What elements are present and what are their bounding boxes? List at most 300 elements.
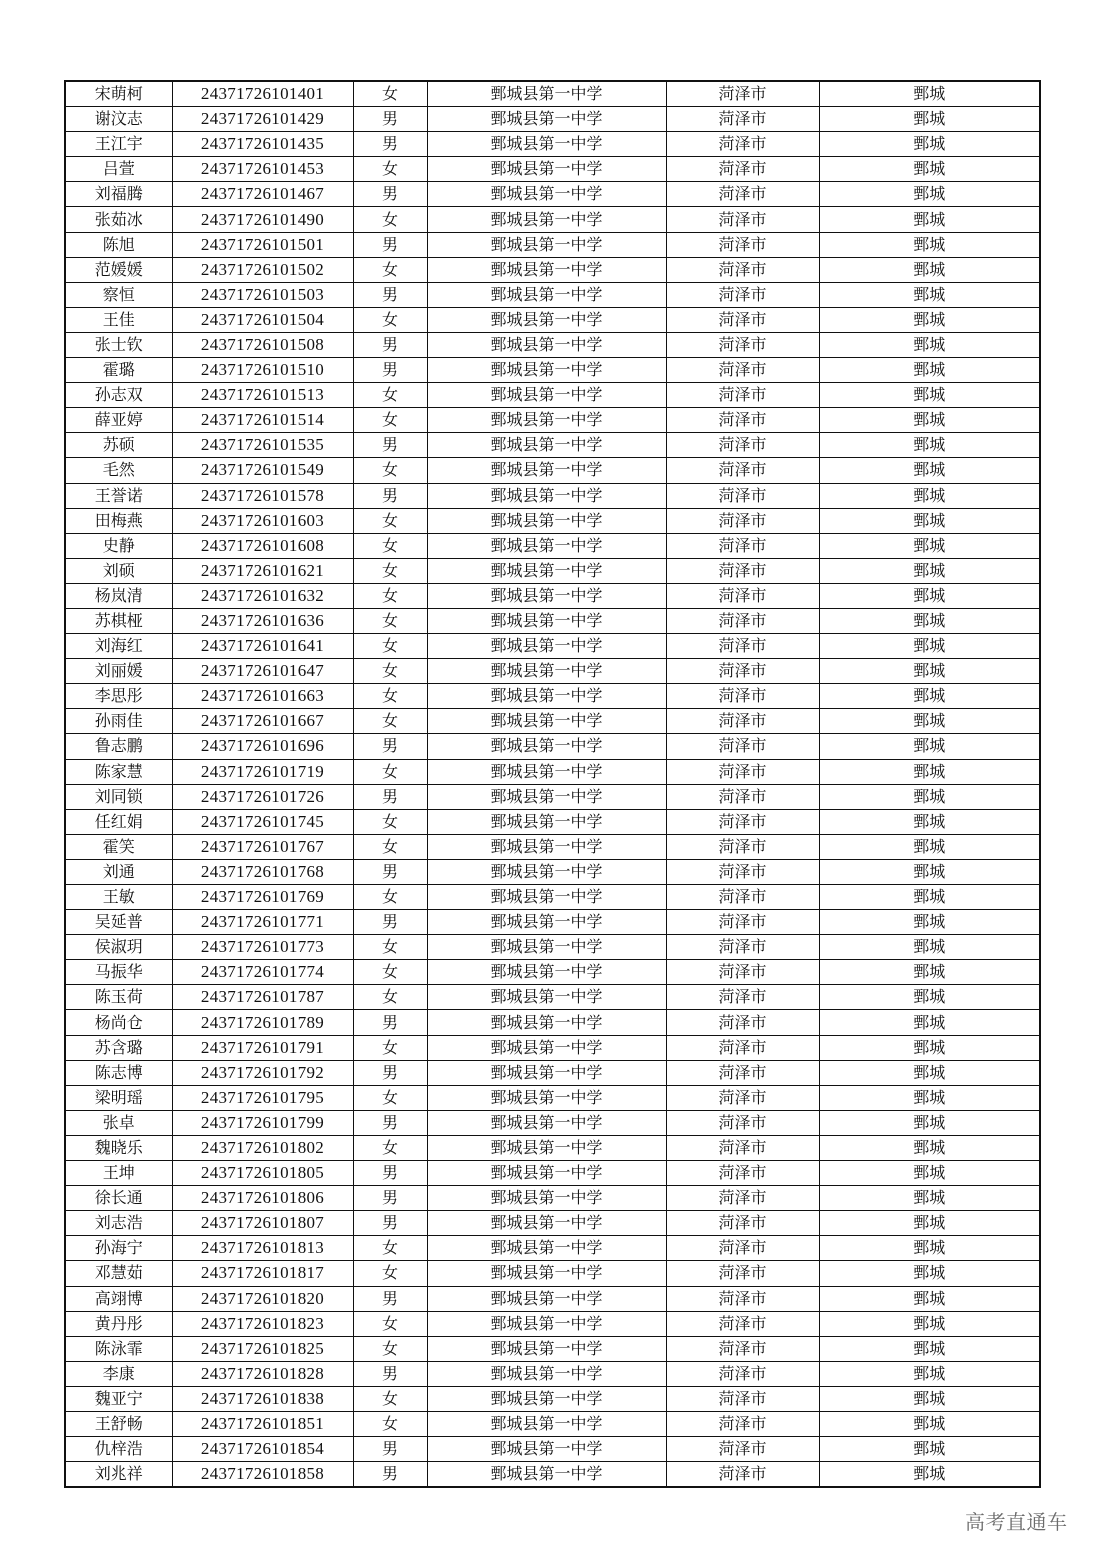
exam-id-cell: 24371726101825 [172,1336,353,1361]
school-cell: 鄄城县第一中学 [427,1135,666,1160]
exam-id-cell: 24371726101504 [172,307,353,332]
table-row [65,1135,1040,1160]
county-cell: 鄄城 [819,1211,1040,1236]
table-row [65,1286,1040,1311]
exam-id-cell: 24371726101467 [172,182,353,207]
gender-cell: 女 [353,709,427,734]
student-name-cell: 黄丹彤 [65,1311,172,1336]
school-cell: 鄄城县第一中学 [427,734,666,759]
city-cell: 菏泽市 [666,583,819,608]
county-cell: 鄄城 [819,935,1040,960]
student-name-cell: 刘兆祥 [65,1462,172,1488]
table-row [65,985,1040,1010]
city-cell: 菏泽市 [666,1010,819,1035]
table-row [65,1411,1040,1436]
county-cell: 鄄城 [819,960,1040,985]
gender-cell: 女 [353,81,427,107]
exam-id-cell: 24371726101513 [172,383,353,408]
city-cell: 菏泽市 [666,1060,819,1085]
city-cell: 菏泽市 [666,1161,819,1186]
exam-id-cell: 24371726101771 [172,910,353,935]
school-cell: 鄄城县第一中学 [427,784,666,809]
roster-table-body [65,81,1040,1487]
county-cell: 鄄城 [819,985,1040,1010]
exam-id-cell: 24371726101508 [172,332,353,357]
city-cell: 菏泽市 [666,1110,819,1135]
student-name-cell: 史静 [65,533,172,558]
exam-id-cell: 24371726101817 [172,1261,353,1286]
exam-id-cell: 24371726101603 [172,508,353,533]
exam-id-cell: 24371726101621 [172,558,353,583]
table-row [65,1035,1040,1060]
city-cell: 菏泽市 [666,157,819,182]
table-row [65,1311,1040,1336]
city-cell: 菏泽市 [666,533,819,558]
table-row [65,232,1040,257]
table-row [65,132,1040,157]
school-cell: 鄄城县第一中学 [427,107,666,132]
exam-id-cell: 24371726101401 [172,81,353,107]
city-cell: 菏泽市 [666,257,819,282]
county-cell: 鄄城 [819,182,1040,207]
table-row [65,1361,1040,1386]
city-cell: 菏泽市 [666,1211,819,1236]
county-cell: 鄄城 [819,132,1040,157]
city-cell: 菏泽市 [666,659,819,684]
gender-cell: 女 [353,1261,427,1286]
gender-cell: 女 [353,1236,427,1261]
gender-cell: 女 [353,533,427,558]
city-cell: 菏泽市 [666,1462,819,1488]
city-cell: 菏泽市 [666,608,819,633]
school-cell: 鄄城县第一中学 [427,1462,666,1488]
school-cell: 鄄城县第一中学 [427,1361,666,1386]
county-cell: 鄄城 [819,1437,1040,1462]
gender-cell: 男 [353,232,427,257]
table-row [65,408,1040,433]
gender-cell: 男 [353,282,427,307]
city-cell: 菏泽市 [666,784,819,809]
student-name-cell: 杨岚清 [65,583,172,608]
exam-id-cell: 24371726101799 [172,1110,353,1135]
county-cell: 鄄城 [819,684,1040,709]
gender-cell: 女 [353,935,427,960]
school-cell: 鄄城县第一中学 [427,1286,666,1311]
table-row [65,759,1040,784]
gender-cell: 女 [353,634,427,659]
student-name-cell: 王坤 [65,1161,172,1186]
exam-id-cell: 24371726101854 [172,1437,353,1462]
student-name-cell: 霍笑 [65,834,172,859]
table-row [65,859,1040,884]
county-cell: 鄄城 [819,1361,1040,1386]
school-cell: 鄄城县第一中学 [427,583,666,608]
table-row [65,332,1040,357]
county-cell: 鄄城 [819,1161,1040,1186]
exam-id-cell: 24371726101578 [172,483,353,508]
city-cell: 菏泽市 [666,508,819,533]
gender-cell: 男 [353,1186,427,1211]
student-name-cell: 陈旭 [65,232,172,257]
gender-cell: 女 [353,1311,427,1336]
school-cell: 鄄城县第一中学 [427,935,666,960]
city-cell: 菏泽市 [666,1085,819,1110]
student-name-cell: 王舒畅 [65,1411,172,1436]
exam-id-cell: 24371726101453 [172,157,353,182]
county-cell: 鄄城 [819,784,1040,809]
school-cell: 鄄城县第一中学 [427,408,666,433]
exam-id-cell: 24371726101435 [172,132,353,157]
school-cell: 鄄城县第一中学 [427,1411,666,1436]
school-cell: 鄄城县第一中学 [427,910,666,935]
city-cell: 菏泽市 [666,859,819,884]
gender-cell: 女 [353,508,427,533]
exam-id-cell: 24371726101769 [172,885,353,910]
table-row [65,558,1040,583]
gender-cell: 女 [353,558,427,583]
school-cell: 鄄城县第一中学 [427,1311,666,1336]
school-cell: 鄄城县第一中学 [427,558,666,583]
city-cell: 菏泽市 [666,709,819,734]
city-cell: 菏泽市 [666,985,819,1010]
city-cell: 菏泽市 [666,1135,819,1160]
exam-id-cell: 24371726101667 [172,709,353,734]
county-cell: 鄄城 [819,358,1040,383]
exam-id-cell: 24371726101805 [172,1161,353,1186]
student-name-cell: 刘福腾 [65,182,172,207]
school-cell: 鄄城县第一中学 [427,383,666,408]
table-row [65,1336,1040,1361]
gender-cell: 女 [353,257,427,282]
school-cell: 鄄城县第一中学 [427,157,666,182]
student-name-cell: 魏晓乐 [65,1135,172,1160]
exam-id-cell: 24371726101641 [172,634,353,659]
student-name-cell: 孙志双 [65,383,172,408]
exam-id-cell: 24371726101503 [172,282,353,307]
city-cell: 菏泽市 [666,910,819,935]
table-row [65,935,1040,960]
gender-cell: 男 [353,1462,427,1488]
school-cell: 鄄城县第一中学 [427,960,666,985]
city-cell: 菏泽市 [666,885,819,910]
school-cell: 鄄城县第一中学 [427,207,666,232]
gender-cell: 女 [353,1135,427,1160]
gender-cell: 女 [353,207,427,232]
student-name-cell: 刘志浩 [65,1211,172,1236]
exam-id-cell: 24371726101502 [172,257,353,282]
gender-cell: 女 [353,960,427,985]
exam-id-cell: 24371726101608 [172,533,353,558]
school-cell: 鄄城县第一中学 [427,508,666,533]
student-name-cell: 察恒 [65,282,172,307]
table-row [65,1010,1040,1035]
student-name-cell: 陈志博 [65,1060,172,1085]
school-cell: 鄄城县第一中学 [427,132,666,157]
school-cell: 鄄城县第一中学 [427,1336,666,1361]
table-row [65,1462,1040,1488]
exam-id-cell: 24371726101726 [172,784,353,809]
county-cell: 鄄城 [819,558,1040,583]
exam-id-cell: 24371726101823 [172,1311,353,1336]
gender-cell: 女 [353,583,427,608]
gender-cell: 女 [353,659,427,684]
county-cell: 鄄城 [819,533,1040,558]
student-name-cell: 王江宇 [65,132,172,157]
table-row [65,182,1040,207]
table-row [65,282,1040,307]
student-name-cell: 仇梓浩 [65,1437,172,1462]
student-name-cell: 陈玉荷 [65,985,172,1010]
county-cell: 鄄城 [819,232,1040,257]
student-name-cell: 苏含璐 [65,1035,172,1060]
table-row [65,508,1040,533]
student-name-cell: 杨尚仓 [65,1010,172,1035]
table-row [65,1437,1040,1462]
table-row [65,107,1040,132]
county-cell: 鄄城 [819,1035,1040,1060]
student-name-cell: 刘同锁 [65,784,172,809]
county-cell: 鄄城 [819,885,1040,910]
student-name-cell: 刘硕 [65,558,172,583]
gender-cell: 男 [353,483,427,508]
school-cell: 鄄城县第一中学 [427,1211,666,1236]
county-cell: 鄄城 [819,910,1040,935]
student-name-cell: 孙雨佳 [65,709,172,734]
city-cell: 菏泽市 [666,1286,819,1311]
county-cell: 鄄城 [819,834,1040,859]
gender-cell: 男 [353,910,427,935]
student-name-cell: 梁明瑶 [65,1085,172,1110]
school-cell: 鄄城县第一中学 [427,1261,666,1286]
gender-cell: 男 [353,182,427,207]
school-cell: 鄄城县第一中学 [427,684,666,709]
school-cell: 鄄城县第一中学 [427,759,666,784]
student-name-cell: 任红娟 [65,809,172,834]
table-row [65,433,1040,458]
student-name-cell: 李康 [65,1361,172,1386]
county-cell: 鄄城 [819,1060,1040,1085]
county-cell: 鄄城 [819,307,1040,332]
student-name-cell: 苏硕 [65,433,172,458]
table-row [65,709,1040,734]
student-name-cell: 孙海宁 [65,1236,172,1261]
gender-cell: 女 [353,684,427,709]
school-cell: 鄄城县第一中学 [427,358,666,383]
school-cell: 鄄城县第一中学 [427,608,666,633]
school-cell: 鄄城县第一中学 [427,307,666,332]
gender-cell: 女 [353,383,427,408]
school-cell: 鄄城县第一中学 [427,834,666,859]
county-cell: 鄄城 [819,1411,1040,1436]
table-row [65,483,1040,508]
city-cell: 菏泽市 [666,1386,819,1411]
exam-id-cell: 24371726101549 [172,458,353,483]
school-cell: 鄄城县第一中学 [427,182,666,207]
student-name-cell: 李思彤 [65,684,172,709]
county-cell: 鄄城 [819,433,1040,458]
county-cell: 鄄城 [819,458,1040,483]
table-row [65,1186,1040,1211]
county-cell: 鄄城 [819,1085,1040,1110]
city-cell: 菏泽市 [666,1336,819,1361]
student-name-cell: 高翊博 [65,1286,172,1311]
city-cell: 菏泽市 [666,458,819,483]
gender-cell: 女 [353,759,427,784]
county-cell: 鄄城 [819,1261,1040,1286]
table-row [65,608,1040,633]
exam-id-cell: 24371726101514 [172,408,353,433]
student-name-cell: 谢汶志 [65,107,172,132]
gender-cell: 男 [353,1437,427,1462]
exam-id-cell: 24371726101791 [172,1035,353,1060]
school-cell: 鄄城县第一中学 [427,533,666,558]
county-cell: 鄄城 [819,583,1040,608]
student-name-cell: 苏棋桠 [65,608,172,633]
gender-cell: 女 [353,985,427,1010]
county-cell: 鄄城 [819,1386,1040,1411]
exam-id-cell: 24371726101719 [172,759,353,784]
county-cell: 鄄城 [819,207,1040,232]
gender-cell: 女 [353,1386,427,1411]
city-cell: 菏泽市 [666,282,819,307]
exam-id-cell: 24371726101807 [172,1211,353,1236]
table-row [65,784,1040,809]
city-cell: 菏泽市 [666,1236,819,1261]
school-cell: 鄄城县第一中学 [427,1035,666,1060]
county-cell: 鄄城 [819,107,1040,132]
table-row [65,1110,1040,1135]
county-cell: 鄄城 [819,1462,1040,1488]
gender-cell: 女 [353,1035,427,1060]
city-cell: 菏泽市 [666,834,819,859]
city-cell: 菏泽市 [666,433,819,458]
student-name-cell: 吴延普 [65,910,172,935]
student-name-cell: 吕萱 [65,157,172,182]
exam-id-cell: 24371726101636 [172,608,353,633]
school-cell: 鄄城县第一中学 [427,885,666,910]
county-cell: 鄄城 [819,1336,1040,1361]
city-cell: 菏泽市 [666,759,819,784]
city-cell: 菏泽市 [666,634,819,659]
county-cell: 鄄城 [819,408,1040,433]
gender-cell: 男 [353,1286,427,1311]
county-cell: 鄄城 [819,1186,1040,1211]
city-cell: 菏泽市 [666,207,819,232]
county-cell: 鄄城 [819,508,1040,533]
gender-cell: 女 [353,834,427,859]
school-cell: 鄄城县第一中学 [427,709,666,734]
exam-id-cell: 24371726101663 [172,684,353,709]
city-cell: 菏泽市 [666,182,819,207]
school-cell: 鄄城县第一中学 [427,282,666,307]
county-cell: 鄄城 [819,634,1040,659]
exam-id-cell: 24371726101745 [172,809,353,834]
exam-id-cell: 24371726101696 [172,734,353,759]
gender-cell: 男 [353,332,427,357]
student-name-cell: 王誉诺 [65,483,172,508]
school-cell: 鄄城县第一中学 [427,985,666,1010]
county-cell: 鄄城 [819,483,1040,508]
gender-cell: 女 [353,458,427,483]
exam-id-cell: 24371726101806 [172,1186,353,1211]
city-cell: 菏泽市 [666,1311,819,1336]
exam-id-cell: 24371726101813 [172,1236,353,1261]
gender-cell: 男 [353,107,427,132]
table-row [65,157,1040,182]
watermark-text: 高考直通车 [965,1510,1068,1534]
student-name-cell: 张卓 [65,1110,172,1135]
school-cell: 鄄城县第一中学 [427,1010,666,1035]
city-cell: 菏泽市 [666,307,819,332]
student-name-cell: 宋萌柯 [65,81,172,107]
school-cell: 鄄城县第一中学 [427,809,666,834]
table-row [65,533,1040,558]
table-row [65,634,1040,659]
student-name-cell: 王佳 [65,307,172,332]
county-cell: 鄄城 [819,282,1040,307]
school-cell: 鄄城县第一中学 [427,1386,666,1411]
student-name-cell: 陈家慧 [65,759,172,784]
gender-cell: 女 [353,608,427,633]
city-cell: 菏泽市 [666,107,819,132]
exam-id-cell: 24371726101789 [172,1010,353,1035]
table-row [65,1261,1040,1286]
school-cell: 鄄城县第一中学 [427,257,666,282]
student-name-cell: 鲁志鹏 [65,734,172,759]
exam-id-cell: 24371726101795 [172,1085,353,1110]
city-cell: 菏泽市 [666,483,819,508]
exam-id-cell: 24371726101535 [172,433,353,458]
school-cell: 鄄城县第一中学 [427,634,666,659]
city-cell: 菏泽市 [666,809,819,834]
gender-cell: 女 [353,809,427,834]
gender-cell: 男 [353,358,427,383]
gender-cell: 男 [353,1060,427,1085]
county-cell: 鄄城 [819,1236,1040,1261]
gender-cell: 女 [353,1085,427,1110]
student-name-cell: 霍璐 [65,358,172,383]
city-cell: 菏泽市 [666,1261,819,1286]
city-cell: 菏泽市 [666,358,819,383]
school-cell: 鄄城县第一中学 [427,458,666,483]
county-cell: 鄄城 [819,608,1040,633]
gender-cell: 男 [353,433,427,458]
exam-id-cell: 24371726101792 [172,1060,353,1085]
county-cell: 鄄城 [819,859,1040,884]
student-name-cell: 陈泳霏 [65,1336,172,1361]
gender-cell: 女 [353,885,427,910]
exam-id-cell: 24371726101647 [172,659,353,684]
table-row [65,358,1040,383]
school-cell: 鄄城县第一中学 [427,1110,666,1135]
gender-cell: 男 [353,1010,427,1035]
table-row [65,383,1040,408]
exam-id-cell: 24371726101838 [172,1386,353,1411]
school-cell: 鄄城县第一中学 [427,483,666,508]
exam-id-cell: 24371726101787 [172,985,353,1010]
gender-cell: 女 [353,1336,427,1361]
county-cell: 鄄城 [819,1135,1040,1160]
roster-table [64,80,1041,1488]
school-cell: 鄄城县第一中学 [427,433,666,458]
table-row [65,659,1040,684]
county-cell: 鄄城 [819,157,1040,182]
county-cell: 鄄城 [819,1311,1040,1336]
exam-id-cell: 24371726101802 [172,1135,353,1160]
exam-id-cell: 24371726101851 [172,1411,353,1436]
county-cell: 鄄城 [819,332,1040,357]
school-cell: 鄄城县第一中学 [427,1186,666,1211]
